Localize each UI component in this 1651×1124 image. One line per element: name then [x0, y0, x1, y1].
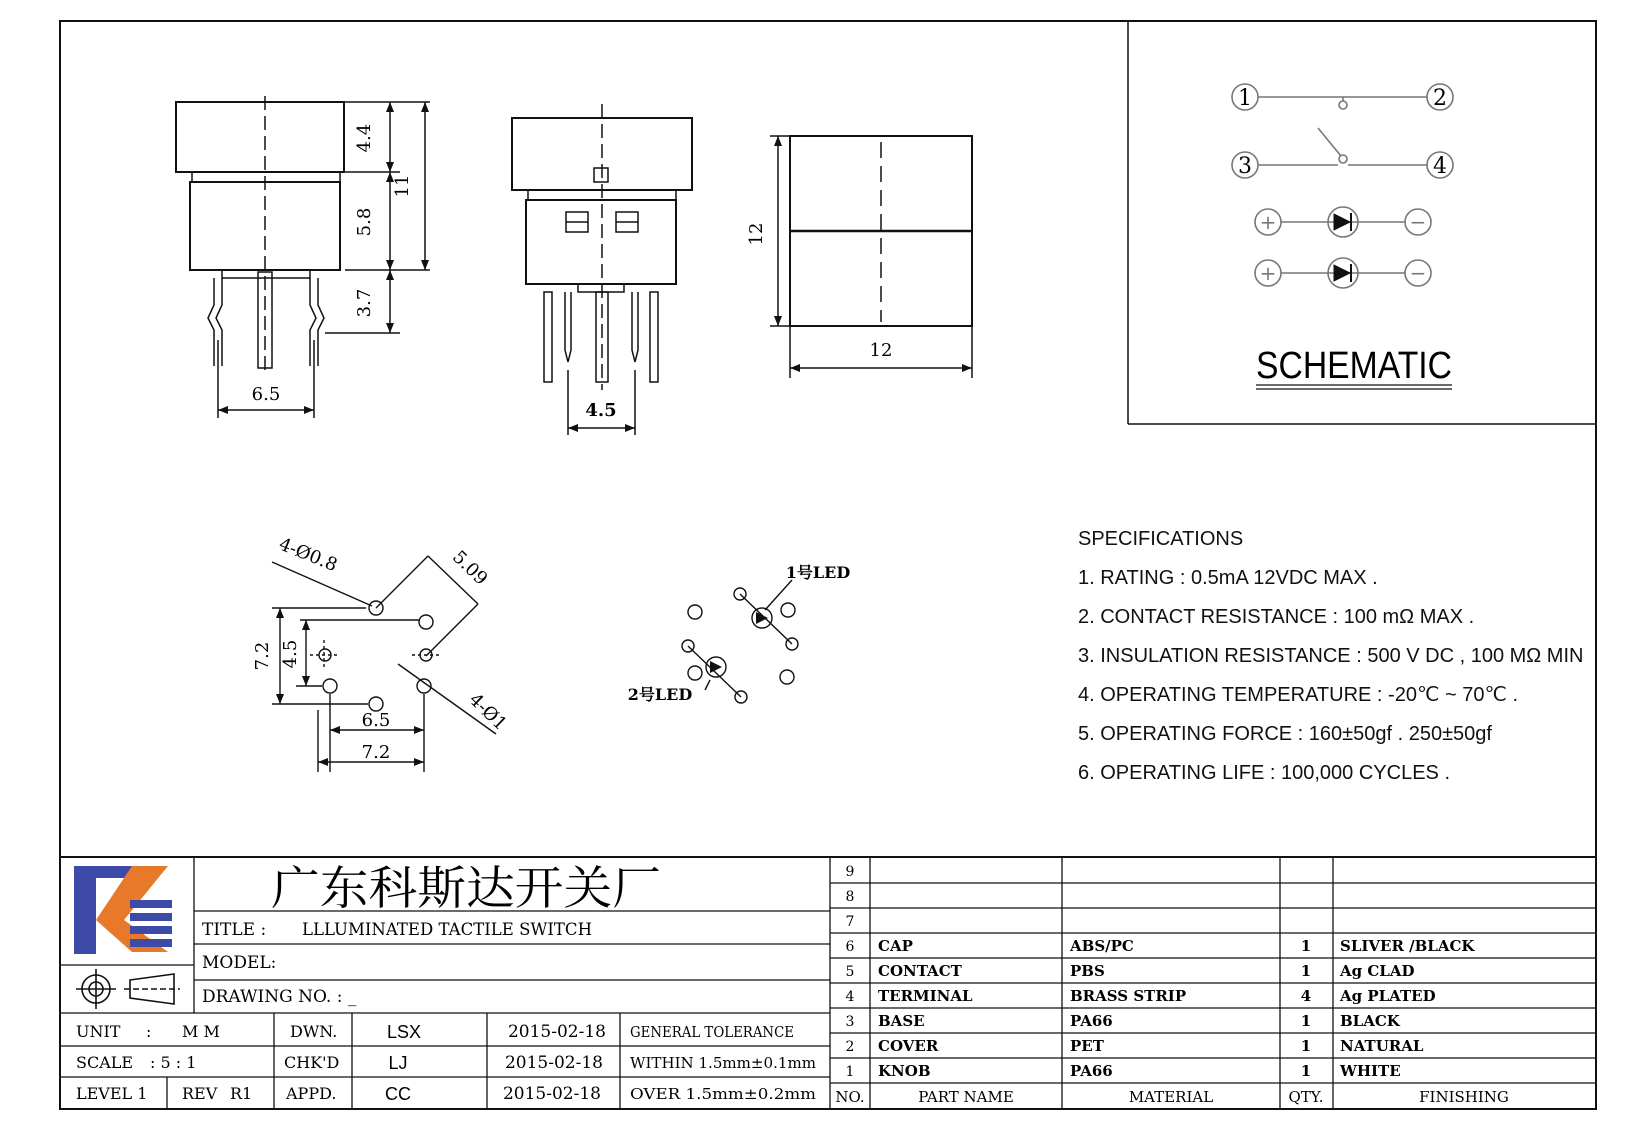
title-value: LLLUMINATED TACTILE SWITCH: [302, 920, 592, 940]
bom-cell-no: 5: [845, 964, 855, 980]
spec-item: 4. OPERATING TEMPERATURE : -20℃ ~ 70℃ .: [1078, 684, 1519, 706]
dim-side-cap-height: 4.4: [354, 123, 375, 153]
specifications-title: SPECIFICATIONS: [1078, 528, 1244, 550]
bom-cell-part: CONTACT: [878, 962, 962, 980]
unit-value: M M: [182, 1022, 220, 1041]
schematic-led2-plus: +: [1259, 261, 1277, 285]
title-label: TITLE :: [202, 920, 267, 940]
bom-header-part: PART NAME: [918, 1088, 1014, 1106]
schematic-led-symbols: [1334, 213, 1351, 282]
dim-side-pin-height: 3.7: [354, 288, 375, 318]
tolerance-over: OVER 1.5mm±0.2mm: [630, 1085, 816, 1103]
bom-cell-no: 7: [845, 914, 855, 930]
unit-label: UNIT: [76, 1022, 121, 1041]
dim-pcb-width-outer: 7.2: [361, 742, 391, 763]
bom-cell-no: 1: [845, 1064, 855, 1080]
scale-label: SCALE: [76, 1053, 134, 1072]
schematic-pin-4: 4: [1433, 154, 1447, 179]
schematic-pin-1: 1: [1238, 86, 1252, 111]
dim-side-total-height: 11: [392, 174, 413, 198]
unit-colon: :: [146, 1022, 152, 1041]
pcb-layout: [272, 556, 496, 772]
bom-cell-no: 8: [845, 889, 855, 905]
scale-value: : 5 : 1: [150, 1053, 197, 1072]
company-name: 广东科斯达开关厂: [271, 861, 661, 915]
led-2-label: 2号LED: [627, 685, 693, 704]
spec-item: 6. OPERATING LIFE : 100,000 CYCLES .: [1078, 762, 1451, 784]
dim-top-width: 12: [869, 340, 893, 361]
spec-item: 1. RATING : 0.5mA 12VDC MAX .: [1078, 567, 1378, 589]
bom-cell-material: ABS/PC: [1070, 937, 1134, 955]
bom-cell-no: 9: [845, 864, 855, 880]
appd-name: CC: [385, 1084, 411, 1104]
dwn-name: LSX: [386, 1022, 422, 1042]
specifications: [1078, 520, 1608, 793]
led-1-label: 1号LED: [785, 563, 851, 582]
dim-side-pin-pitch: 6.5: [251, 384, 281, 405]
spec-item: 2. CONTACT RESISTANCE : 100 mΩ MAX .: [1078, 606, 1475, 628]
spec-item: 3. INSULATION RESISTANCE : 500 V DC , 100 MΩ MIN: [1078, 645, 1584, 667]
bom-cell-part: BASE: [878, 1012, 925, 1030]
bom-cell-material: PBS: [1070, 962, 1105, 980]
bom-cell-material: PA66: [1070, 1012, 1113, 1030]
dim-pcb-width-inner: 6.5: [361, 710, 391, 731]
level-label: LEVEL 1: [76, 1084, 148, 1103]
bom-cell-finish: SLIVER /BLACK: [1340, 937, 1475, 955]
dim-pcb-diagonal: 5.09: [448, 546, 492, 590]
bom-cell-finish: Ag CLAD: [1340, 962, 1415, 980]
dim-pcb-height-outer: 7.2: [252, 641, 273, 671]
bom-header-material: MATERIAL: [1128, 1088, 1214, 1106]
schematic-title: SCHEMATIC: [1256, 345, 1452, 387]
dim-front-pin-pitch: 4.5: [585, 400, 617, 421]
bom-cell-no: 2: [845, 1039, 855, 1055]
bom-cell-qty: 1: [1300, 1037, 1312, 1055]
bom-cell-no: 3: [845, 1014, 855, 1030]
chk-label: CHK'D: [284, 1053, 340, 1072]
led-layout: [682, 580, 798, 703]
pcb-arrows: [276, 608, 424, 766]
bom-header-finishing: FINISHING: [1419, 1088, 1509, 1106]
front-view: [512, 104, 692, 435]
rev-value: R1: [230, 1084, 253, 1103]
side-view: [176, 96, 430, 418]
appd-label: APPD.: [286, 1084, 337, 1103]
bom-cell-part: KNOB: [878, 1062, 931, 1080]
bom-cell-material: PET: [1070, 1037, 1104, 1055]
bom-cell-qty: 1: [1300, 937, 1312, 955]
rev-label: REV: [182, 1084, 218, 1103]
schematic-led2-minus: −: [1409, 261, 1427, 285]
model-label: MODEL:: [202, 953, 277, 973]
bom-cell-no: 6: [845, 939, 855, 955]
chk-date: 2015-02-18: [504, 1053, 604, 1073]
dim-side-body-height: 5.8: [354, 207, 375, 237]
schematic-led1-plus: +: [1259, 210, 1277, 234]
dwn-date: 2015-02-18: [507, 1022, 607, 1042]
bom-cell-qty: 1: [1300, 1062, 1312, 1080]
bom-cell-finish: BLACK: [1340, 1012, 1400, 1030]
bom-cell-finish: WHITE: [1340, 1062, 1401, 1080]
bom-cell-finish: NATURAL: [1340, 1037, 1424, 1055]
bom-cell-qty: 4: [1300, 987, 1312, 1005]
tolerance-within: WITHIN 1.5mm±0.1mm: [630, 1054, 816, 1072]
bom-cell-material: BRASS STRIP: [1070, 987, 1187, 1005]
appd-date: 2015-02-18: [502, 1084, 602, 1104]
schematic-pin-3: 3: [1238, 154, 1252, 179]
tolerance-title: GENERAL TOLERANCE: [630, 1023, 794, 1041]
dwn-label: DWN.: [290, 1022, 338, 1041]
led-layout-marks: [710, 612, 768, 673]
bom-cell-part: TERMINAL: [878, 987, 973, 1005]
chk-name: LJ: [388, 1053, 408, 1073]
dim-pcb-height-inner: 4.5: [280, 639, 301, 669]
bom-cell-finish: Ag PLATED: [1340, 987, 1436, 1005]
company-logo: [74, 866, 172, 954]
schematic-led1-minus: −: [1409, 210, 1427, 234]
dim-pcb-hole-small: 4-Ø0.8: [275, 533, 341, 577]
bom-cell-part: CAP: [878, 937, 913, 955]
bom-header-no: NO.: [835, 1088, 865, 1106]
bom-cell-material: PA66: [1070, 1062, 1113, 1080]
projection-symbol-icon: [76, 969, 180, 1009]
bom-cell-qty: 1: [1300, 962, 1312, 980]
spec-item: 5. OPERATING FORCE : 160±50gf . 250±50gf: [1078, 723, 1492, 745]
bom-header-qty: QTY.: [1288, 1088, 1324, 1106]
dim-pcb-hole-large: 4-Ø1: [464, 689, 511, 735]
drawing-no-label: DRAWING NO. : _: [202, 987, 357, 1007]
bom-cell-no: 4: [845, 989, 855, 1005]
top-view-arrows: [774, 136, 972, 372]
bom-table: [846, 864, 1476, 1080]
bom-cell-part: COVER: [878, 1037, 939, 1055]
schematic-diagram: [1232, 84, 1453, 288]
bom-cell-qty: 1: [1300, 1012, 1312, 1030]
schematic-pin-2: 2: [1433, 86, 1447, 111]
dim-top-height: 12: [746, 222, 767, 246]
